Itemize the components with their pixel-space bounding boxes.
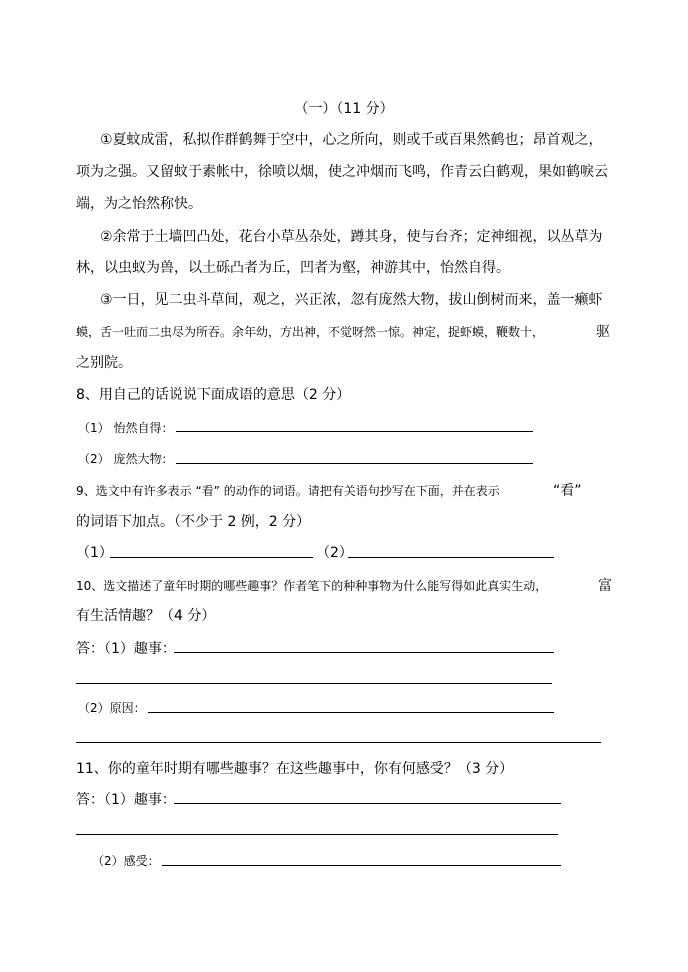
q10-prompt-line2: 有生活情趣？（4 分）: [76, 608, 216, 624]
passage-p2-line2: 林，以虫蚁为兽，以土砾凸者为丘，凹者为壑，神游其中，怡然自得。: [76, 260, 510, 276]
q10-answer2-label: （2）原因：: [78, 701, 146, 715]
q9-prompt-line1-end: “看”: [553, 483, 582, 499]
q10-prompt-line1-end: 富: [598, 578, 612, 594]
q10-answer1-answer-line[interactable]: [174, 652, 554, 653]
q10-answer1-extra-line[interactable]: [76, 683, 552, 684]
q10-prompt-line1: 10、选文描述了童年时期的哪些趣事？作者笔下的种种事物为什么能写得如此真实生动，: [76, 579, 548, 593]
q11-answer1-answer-line[interactable]: [174, 803, 561, 804]
q11-answer1-extra-line[interactable]: [76, 834, 558, 835]
q10-answer2-extra-line[interactable]: [76, 742, 601, 743]
q10-answer2-answer-line[interactable]: [148, 712, 554, 713]
q8-prompt: 8、用自己的话说说下面成语的意思（2 分）: [76, 387, 351, 403]
passage-p1-line2: 项为之强。又留蚊于素帐中，徐喷以烟，使之冲烟而飞鸣，作青云白鹤观，果如鹤唳云: [76, 164, 608, 180]
q9-blank1-label: （1）: [76, 545, 113, 561]
passage-p1-line1: ①夏蚊成雷，私拟作群鹤舞于空中，心之所向，则或千或百果然鹤也；昂首观之，: [100, 132, 603, 148]
q11-prompt: 11、你的童年时期有哪些趣事？在这些趣事中，你有何感受？（3 分）: [76, 761, 514, 777]
q8-item1-answer-line[interactable]: [176, 431, 533, 432]
q11-answer1-label: 答：（1）趣事：: [76, 792, 176, 808]
section-title: （一）（11 分）: [294, 101, 394, 117]
q9-prompt-line1: 9、选文中有许多表示 “看” 的动作的词语。请把有关语句抄写在下面，并在表示: [76, 484, 500, 498]
q11-answer2-answer-line[interactable]: [162, 865, 561, 866]
passage-p1-line3: 端，为之怡然称快。: [76, 196, 202, 212]
q8-item1-label: （1） 怡然自得：: [78, 421, 174, 435]
passage-p3-line3: 之别院。: [76, 355, 132, 371]
passage-p3-line2: 蟆，舌一吐而二虫尽为所吞。余年幼，方出神，不觉呀然一惊。神定，捉虾蟆，鞭数十，: [76, 325, 545, 339]
q9-blank1-answer-line[interactable]: [110, 557, 313, 558]
passage-p3-line2-end: 驱: [596, 324, 610, 340]
q9-blank2-answer-line[interactable]: [348, 557, 554, 558]
q11-answer2-label: （2）感受：: [92, 854, 160, 868]
q10-answer1-label: 答：（1）趣事：: [76, 641, 176, 657]
passage-p3-line1: ③一日，见二虫斗草间，观之，兴正浓，忽有庞然大物，拔山倒树而来，盖一癞虾: [100, 292, 603, 308]
passage-p2-line1: ②余常于土墙凹凸处，花台小草丛杂处，蹲其身，使与台齐；定神细视，以丛草为: [100, 229, 603, 245]
q9-prompt-line2: 的词语下加点。（不少于 2 例，2 分）: [76, 514, 311, 530]
q8-item2-label: （2） 庞然大物：: [78, 452, 174, 466]
q8-item2-answer-line[interactable]: [176, 463, 533, 464]
q9-blank2-label: （2）: [316, 545, 353, 561]
